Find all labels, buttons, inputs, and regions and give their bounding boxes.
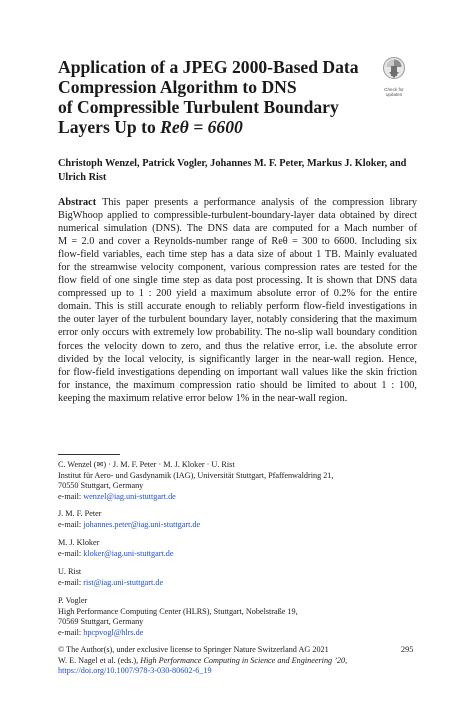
email-label: e-mail: <box>58 491 84 501</box>
affiliation-line: High Performance Computing Center (HLRS), Stuttgart, Nobelstraße 19, <box>58 606 298 616</box>
citation-suffix: , <box>345 655 348 665</box>
badge-line: Check for <box>384 87 404 92</box>
abstract-line: for instance, the maximum compression ratio should be limited to about 1 : 100, <box>58 379 417 391</box>
abstract-line: keeping the maximum relative error below 1% in the near-wall region. <box>58 392 348 404</box>
badge-label <box>374 87 414 97</box>
citation-line <box>58 656 418 667</box>
book-title: High Performance Computing in Science and Engineering ’20 <box>140 655 346 665</box>
page-number: 295 <box>401 645 414 654</box>
doi-link[interactable]: https://doi.org/10.1007/978-3-030-80602-6_19 <box>58 666 212 676</box>
affiliation-line: 70569 Stuttgart, Germany <box>58 617 144 627</box>
abstract-line: for flow-field investigations depending on important wall values like the skin friction <box>58 366 417 378</box>
title-line: of Compressible Turbulent Boundary <box>58 97 339 117</box>
author-list: Christoph Wenzel, Patrick Vogler, Johannes M. F. Peter, Markus J. Kloker, and Ulrich Rist <box>58 158 407 183</box>
email-link[interactable]: hpcpvogl@hlrs.de <box>83 627 144 637</box>
email-link[interactable]: rist@iag.uni-stuttgart.de <box>83 577 164 587</box>
paper-title <box>58 57 358 137</box>
publication-footer <box>58 645 418 677</box>
affiliation-block <box>58 538 418 559</box>
abstract-line: BigWhoop applied to compressible-turbulent-boundary-layer data obtained by direct <box>58 210 417 222</box>
badge-line: updates <box>385 92 403 97</box>
check-for-updates-badge[interactable] <box>374 56 414 100</box>
email-line <box>58 520 418 531</box>
abstract-line: numerical simulation (DNS). The DNS data are computed for a Mach number of <box>58 223 417 235</box>
abstract-line: flow field of one single time step as data post processing. It is shown that DNS data <box>58 275 417 287</box>
title-line-text: Layers Up to <box>58 117 161 137</box>
abstract-line: M = 2.0 and cover a Reynolds-number range of Reθ = 300 to 6600. Including six <box>58 236 417 248</box>
abstract-heading: Abstract <box>58 197 97 208</box>
abstract-line: error only occurs with extremely low probability. The no-slip wall boundary condition <box>58 327 417 339</box>
email-line <box>58 492 418 503</box>
email-link[interactable]: johannes.peter@iag.uni-stuttgart.de <box>83 519 201 529</box>
title-line <box>58 117 358 137</box>
affiliation-line: U. Rist <box>58 567 82 576</box>
footnote-divider <box>58 454 120 455</box>
affiliation-line: 70550 Stuttgart, Germany <box>58 481 144 491</box>
email-label: e-mail: <box>58 519 84 529</box>
email-link[interactable]: wenzel@iag.uni-stuttgart.de <box>83 491 176 501</box>
copyright-line: © The Author(s), under exclusive license to Springer Nature Switzerland AG 2021 <box>58 645 329 654</box>
affiliation-line: C. Wenzel (✉) · J. M. F. Peter · M. J. Kloker · U. Rist <box>58 460 235 469</box>
title-math: Reθ = 6600 <box>160 117 243 137</box>
affiliation-block <box>58 596 418 638</box>
affiliation-block <box>58 509 418 530</box>
abstract-line: forces the velocity down to zero, and thus the relative error, i.e. the absolute error <box>58 340 417 352</box>
email-line <box>58 628 418 639</box>
abstract-line: divided by the local velocity, is significantly larger in the near-wall region. Hence, <box>58 353 417 365</box>
email-link[interactable]: kloker@iag.uni-stuttgart.de <box>83 548 174 558</box>
abstract-line: the outer layer of the turbulent boundary layer, notably considering that the maximum <box>58 314 417 326</box>
affiliation-line: J. M. F. Peter <box>58 509 102 518</box>
citation-prefix: W. E. Nagel et al. (eds.), <box>58 655 141 665</box>
abstract-line: for the streamwise velocity component, various compression rates are tested for the <box>58 262 417 274</box>
check-for-updates-icon <box>382 56 406 86</box>
abstract-line: domain. This is still accurate enough to reliably perform flow-field investigations in <box>58 301 417 313</box>
affiliation-line: Institut für Aero- und Gasdynamik (IAG), Universität Stuttgart, Pfaffenwaldring 21, <box>58 470 334 480</box>
email-label: e-mail: <box>58 577 84 587</box>
abstract-line <box>58 196 417 209</box>
title-line: Application of a JPEG 2000-Based Data <box>58 57 359 77</box>
abstract-line-text: This paper presents a performance analysis of the compression library <box>102 197 417 208</box>
title-line: Compression Algorithm to DNS <box>58 77 297 97</box>
abstract-line: flow-field variables, each time step has a data size of about 1 TB. Mainly evaluated <box>58 249 417 261</box>
email-line <box>58 549 418 560</box>
affiliation-block <box>58 567 418 588</box>
abstract <box>58 196 417 405</box>
affiliation-line: P. Vogler <box>58 596 88 605</box>
email-line <box>58 578 418 589</box>
affiliation-line: M. J. Kloker <box>58 538 100 547</box>
affiliation-block <box>58 460 418 502</box>
email-label: e-mail: <box>58 548 84 558</box>
abstract-line: compressed up to 1 : 200 yield a maximum absolute error of 0.2% for the entire <box>58 288 417 300</box>
email-label: e-mail: <box>58 627 84 637</box>
doi-line <box>58 666 418 677</box>
